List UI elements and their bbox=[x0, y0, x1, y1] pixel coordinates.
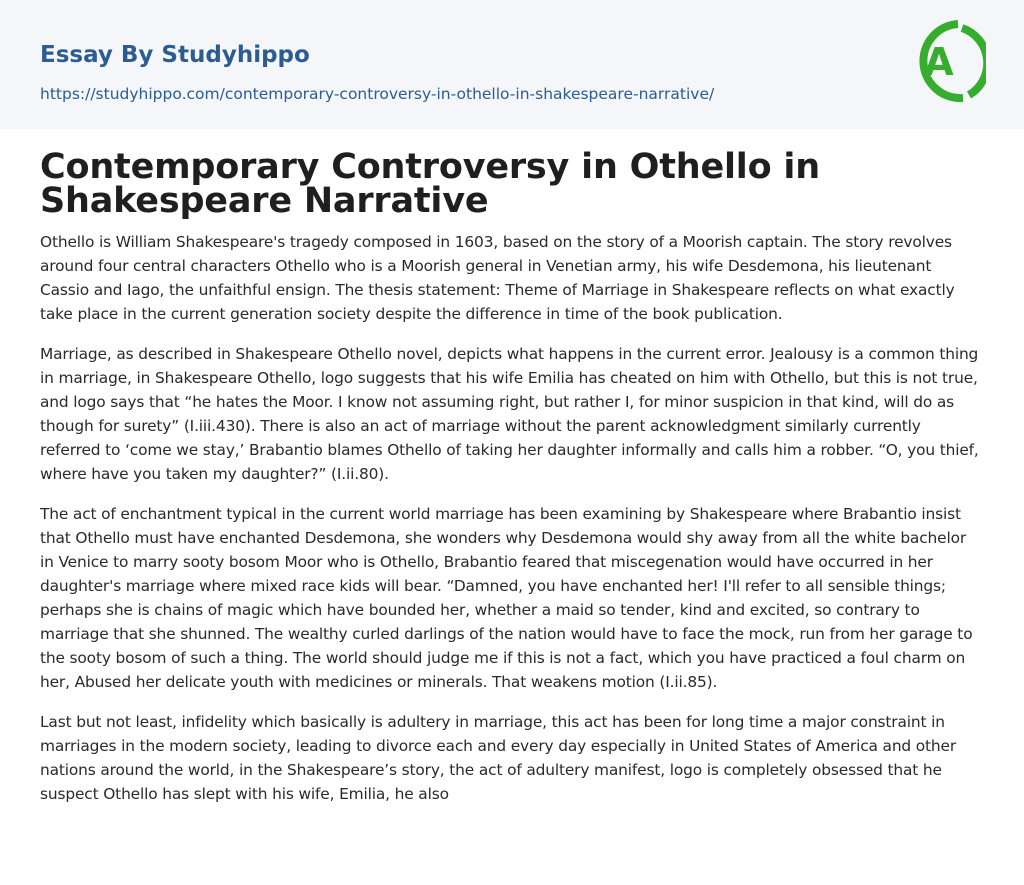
logo-letter: A bbox=[924, 40, 954, 84]
studyhippo-logo-icon[interactable] bbox=[912, 19, 986, 105]
essay-paragraph-2: Marriage, as described in Shakespeare Othello novel, depicts what happens in the current error. Jealousy is a common thing in marriage, in Shakespeare Othello, logo suggests that his wife Emilia has cheated on him with Othello, but this is not true, and logo says that “he hates the Moor. I know not assuming right, but rather I, for minor suspicion in that kind, will do as though for surety” (I.iii.430). There is also an act of marriage without the parent acknowledgment similarly currently referred to ‘come we stay,’ Brabantio blames Othello of taking her daughter informally and calls him a robber. “O, you thief, where have you taken my daughter?” (I.ii.80). bbox=[40, 345, 979, 483]
essay-paragraph-3: The act of enchantment typical in the current world marriage has been examining by Shakespeare where Brabantio insist that Othello must have enchanted Desdemona, she wonders why Desdemona would shy away from all the white bachelor in Venice to marry sooty bosom Moor who is Othello, Brabantio feared that miscegenation would have occurred in her daughter's marriage where mixed race kids will bear. “Damned, you have enchanted her! I'll refer to all sensible things; perhaps she is chains of magic which have bounded her, whether a maid so tender, kind and excited, so contrary to marriage that she shunned. The wealthy curled darlings of the nation would have to face the mock, run from her garage to the sooty bosom of such a thing. The world should judge me if this is not a fact, which you have practiced a foul charm on her, Abused her delicate youth with medicines or minerals. That weakens motion (I.ii.85). bbox=[40, 505, 973, 691]
essay-body bbox=[40, 230, 984, 806]
essay-paragraph-1: Othello is William Shakespeare's tragedy composed in 1603, based on the story of a Moorish captain. The story revolves around four central characters Othello who is a Moorish general in Venetian army, his wife Desdemona, his lieutenant Cassio and Iago, the unfaithful ensign. The thesis statement: Theme of Marriage in Shakespeare reflects on what exactly take place in the current generation society despite the difference in time of the book publication. bbox=[40, 233, 955, 323]
brand-title: Essay By Studyhippo bbox=[40, 42, 310, 68]
source-url-link[interactable]: https://studyhippo.com/contemporary-controversy-in-othello-in-shakespeare-narrative/ bbox=[40, 85, 715, 103]
site-header bbox=[0, 0, 1024, 129]
circle-letter-a-logo-icon bbox=[912, 19, 986, 105]
essay-content bbox=[40, 147, 984, 822]
essay-title: Contemporary Controversy in Othello in Shakespeare Narrative bbox=[40, 147, 820, 221]
essay-paragraph-4: Last but not least, infidelity which basically is adultery in marriage, this act has been for long time a major constraint in marriages in the modern society, leading to divorce each and every day especially in United States of America and other nations around the world, in the Shakespeare’s story, the act of adultery manifest, logo is completely obsessed that he suspect Othello has slept with his wife, Emilia, he also bbox=[40, 713, 957, 803]
